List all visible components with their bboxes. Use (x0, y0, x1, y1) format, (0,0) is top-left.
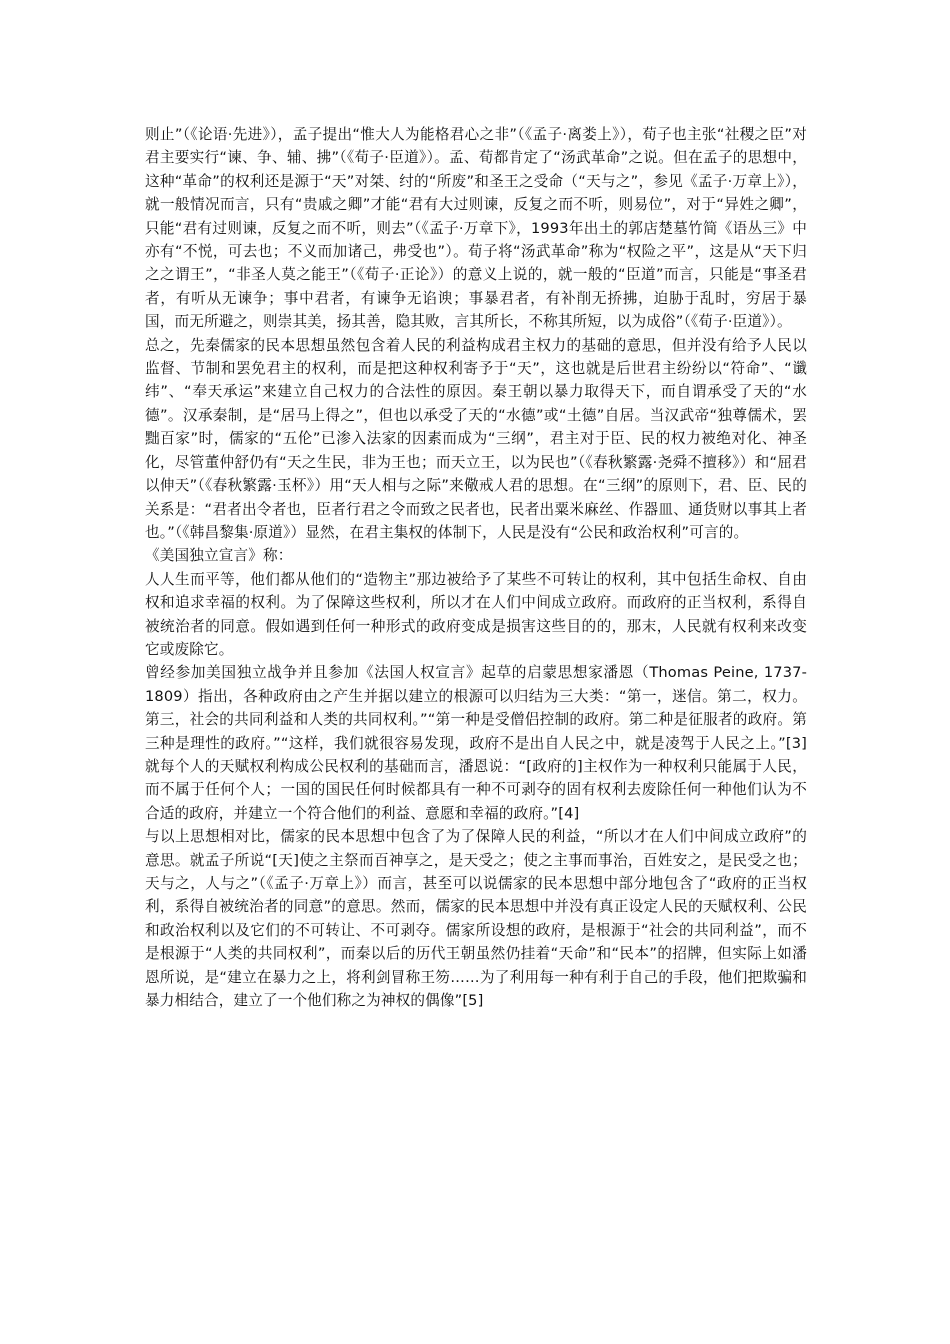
paragraph-comparison: 与以上思想相对比，儒家的民本思想中包含了为了保障人民的利益，“所以才在人们中间成立政府”的意思。就孟子所说“[天]使之主祭而百神享之，是天受之；使之主事而事治，百姓安之，是民受之也；天与之，人与之”（《孟子·万章上》）而言，甚至可以说儒家的民本思想中部分地包含了“政府的正当权利，系得自被统治者的同意”的意思。然而，儒家的民本思想中并没有真正设定人民的天赋权利、公民和政治权利以及它们的不可转让、不可剥夺。儒家所设想的政府，是根源于“社会的共同利益”，而不是根源于“人类的共同权利”，而秦以后的历代王朝虽然仍挂着“天命”和“民本”的招牌，但实际上如潘恩所说，是“建立在暴力之上，将利剑冒称王笏……为了利用每一种有利于自己的手段，他们把欺骗和暴力相结合，建立了一个他们称之为神权的偶像”[5] (145, 828, 807, 1010)
paragraph-mencius-xunzi: 则止”（《论语·先进》），孟子提出“惟大人为能格君心之非”（《孟子·离娄上》），荀子也主张“社稷之臣”对君主要实行“谏、争、辅、拂”（《荀子·臣道》）。孟、荀都肯定了“汤武革命”之说。但在孟子的思想中，这种“革命”的权利还是源于“天”对桀、纣的“所废”和圣王之受命（“天与之”，参见《孟子·万章上》），就一般情况而言，只有“贵戚之卿”才能“君有大过则谏，反复之而不听，则易位”，对于“异姓之卿”，只能“君有过则谏，反复之而不听，则去”（《孟子·万章下》，1993年出土的郭店楚墓竹简《语丛三》中亦有“不悦，可去也；不义而加诸己，弗受也”）。荀子将“汤武革命”称为“权险之平”，这是从“天下归之之谓王”，“非圣人莫之能王”（《荀子·正论》）的意义上说的，就一般的“臣道”而言，只能是“事圣君者，有听从无谏争；事中君者，有谏争无谄谀；事暴君者，有补削无挢拂，迫胁于乱时，穷居于暴国，而无所避之，则崇其美，扬其善，隐其败，言其所长，不称其所短，以为成俗”（《荀子·臣道》）。 (145, 126, 807, 331)
paragraph-paine: 曾经参加美国独立战争并且参加《法国人权宣言》起草的启蒙思想家潘恩（Thomas Peine, 1737-1809）指出，各种政府由之产生并据以建立的根源可以归结为三大类：“第一，迷信。第二，权力。第三，社会的共同利益和人类的共同权利。”“第一种是受僧侣控制的政府。第二种是征服者的政府。第三种是理性的政府。”“这样，我们就很容易发现，政府不是出自人民之中，就是凌驾于人民之上。”[3]就每个人的天赋权利构成公民权利的基础而言，潘恩说：“[政府的]主权作为一种权利只能属于人民，而不属于任何个人；一国的国民任何时候都具有一种不可剥夺的固有权利去废除任何一种他们认为不合适的政府，并建立一个符合他们的利益、意愿和幸福的政府。”[4] (145, 664, 807, 822)
paragraph-summary: 总之，先秦儒家的民本思想虽然包含着人民的利益构成君主权力的基础的意思，但并没有给予人民以监督、节制和罢免君主的权利，而是把这种权利寄予于“天”，这也就是后世君主纷纷以“符命”、“谶纬”、“奉天承运”来建立自己权力的合法性的原因。秦王朝以暴力取得天下，而自谓承受了天的“水德”。汉承秦制，是“居马上得之”，但也以承受了天的“水德”或“土德”自居。当汉武帝“独尊儒术，罢黜百家”时，儒家的“五伦”已渗入法家的因素而成为“三纲”，君主对于臣、民的权力被绝对化、神圣化，尽管董仲舒仍有“天之生民，非为王也；而天立王，以为民也”（《春秋繁露·尧舜不擅移》）和“屈君以伸天”（《春秋繁露·玉杯》）用“天人相与之际”来儆戒人君的思想。在“三纲”的原则下，君、臣、民的关系是：“君者出令者也，臣者行君之令而致之民者也，民者出粟米麻丝、作器皿、通货财以事其上者也。”（《韩昌黎集·原道》）显然，在君主集权的体制下，人民是没有“公民和政治权利”可言的。 (145, 336, 807, 541)
paragraph-declaration-intro: 《美国独立宣言》称： (145, 547, 293, 565)
document-body (145, 123, 807, 1012)
paragraph-declaration-quote: 人人生而平等，他们都从他们的“造物主”那边被给予了某些不可转让的权利，其中包括生命权、自由权和追求幸福的权利。为了保障这些权利，所以才在人们中间成立政府。而政府的正当权利，系得自被统治者的同意。假如遇到任何一种形式的政府变成是损害这些目的的，那末，人民就有权利来改变它或废除它。 (145, 570, 807, 658)
